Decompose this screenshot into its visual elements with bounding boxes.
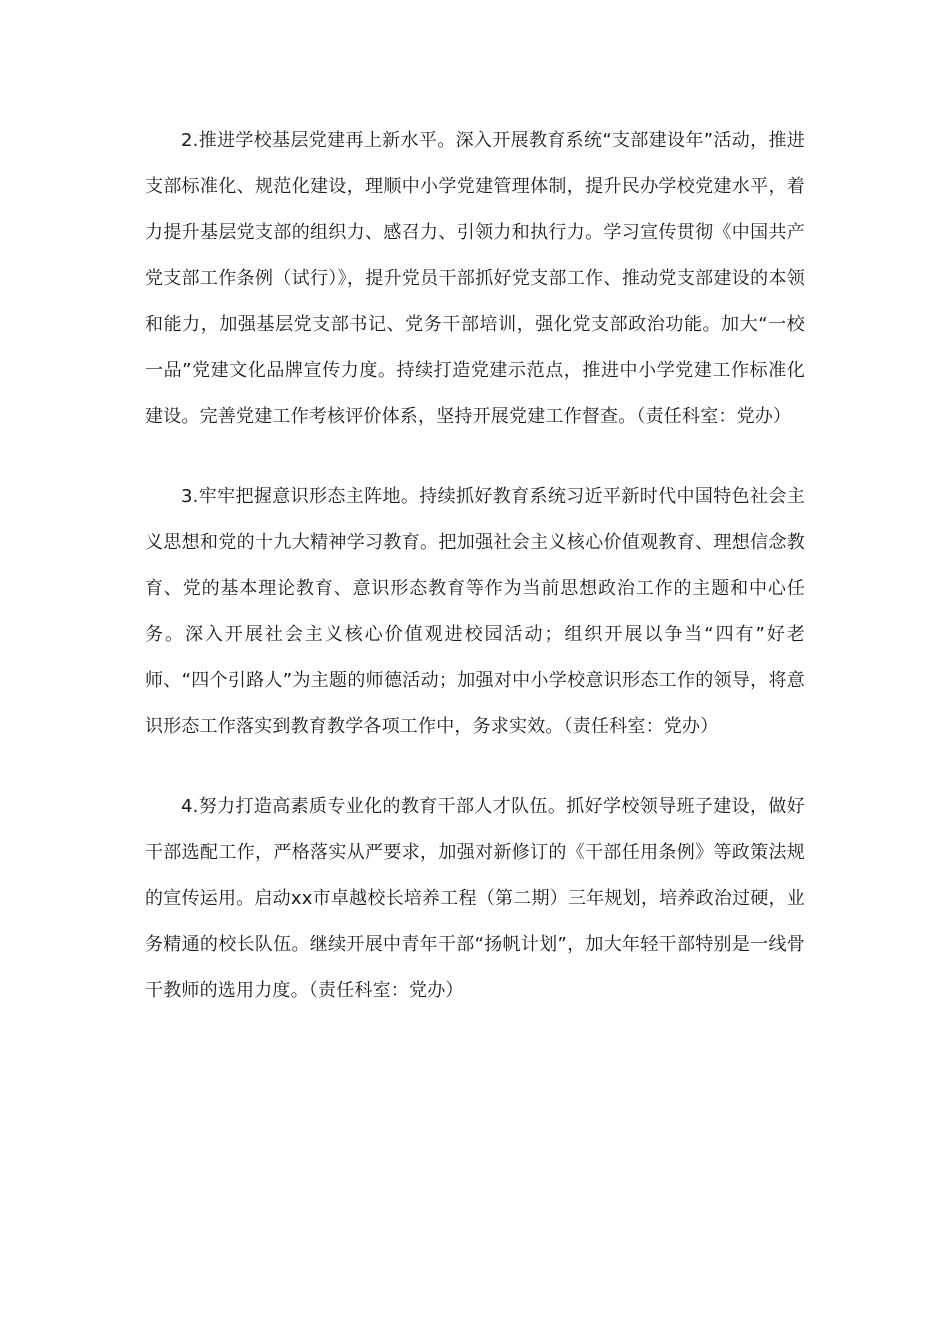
paragraph-cadre-team: 4.努力打造高素质专业化的教育干部人才队伍。抓好学校领导班子建设，做好干部选配工作，严格落实从严要求，加强对新修订的《干部任用条例》等政策法规的宣传运用。启动xx市卓越校长培养工程（第二期）三年规划，培养政治过硬，业务精通的校长队伍。继续开展中青年干部“扬帆计划”，加大年轻干部特别是一线骨干教师的选用力度。（责任科室：党办） [145, 796, 805, 1001]
document-body [145, 118, 805, 1048]
paragraph-ideology: 3.牢牢把握意识形态主阵地。持续抓好教育系统习近平新时代中国特色社会主义思想和党的十九大精神学习教育。把加强社会主义核心价值观教育、理想信念教育、党的基本理论教育、意识形态教育等作为当前思想政治工作的主题和中心任务。深入开展社会主义核心价值观进校园活动；组织开展以争当“四有”好老师、“四个引路人”为主题的师德活动；加强对中小学校意识形态工作的领导，将意识形态工作落实到教育教学各项工作中，务求实效。（责任科室：党办） [145, 486, 805, 737]
paragraph-party-building: 2.推进学校基层党建再上新水平。深入开展教育系统“支部建设年”活动，推进支部标准化、规范化建设，理顺中小学党建管理体制，提升民办学校党建水平，着力提升基层党支部的组织力、感召力、引领力和执行力。学习宣传贯彻《中国共产党支部工作条例（试行）》，提升党员干部抓好党支部工作、推动党支部建设的本领和能力，加强基层党支部书记、党务干部培训，强化党支部政治功能。加大“一校一品”党建文化品牌宣传力度。持续打造党建示范点，推进中小学党建工作标准化建设。完善党建工作考核评价体系，坚持开展党建工作督查。（责任科室：党办） [145, 130, 805, 427]
